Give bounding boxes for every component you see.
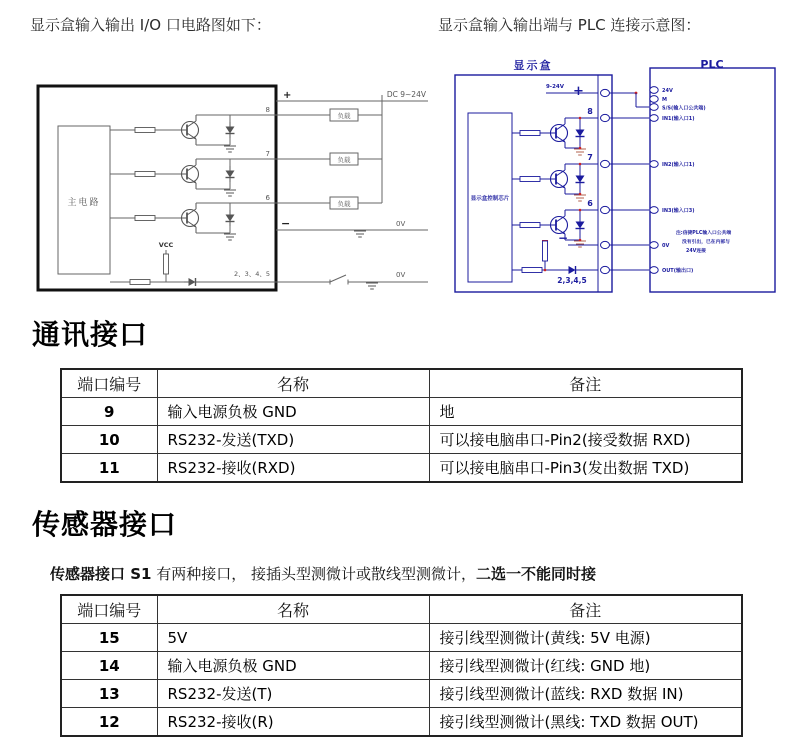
main-circuit-label: 主电路: [67, 198, 101, 208]
zero-volt-label: 0V: [396, 220, 406, 228]
table-row: [61, 398, 742, 426]
port-number: 13: [61, 680, 157, 708]
plc-note-line: 没有引出，已在内部与: [682, 240, 730, 245]
interconnect-wires: [610, 92, 650, 270]
diode-symbol: [576, 125, 585, 141]
pin-8-label: 8: [587, 107, 593, 116]
ground-symbol: [224, 190, 236, 196]
col-header-name: 名称: [157, 369, 429, 398]
port-name: RS232-发送(TXD): [157, 426, 429, 454]
npn-transistor-symbol: [551, 164, 568, 194]
resistor-symbol: [520, 223, 540, 228]
resistor-symbol: [135, 172, 155, 177]
diode-symbol: [226, 122, 235, 138]
sensor-note: [50, 563, 596, 584]
resistor-symbol: [135, 216, 155, 221]
npn-transistor-symbol: [182, 115, 199, 145]
plc-terminal-in1-label: IN1(输入口1): [662, 116, 695, 122]
minus-label: −: [558, 231, 569, 245]
resistor-symbol: [520, 131, 540, 136]
ground-symbol: [224, 146, 236, 152]
ground-symbol: [574, 241, 586, 247]
pin-6-label: 6: [587, 199, 593, 208]
resistor-symbol: [522, 268, 542, 273]
plc-terminal-in2-label: IN2(输入口1): [662, 162, 695, 168]
npn-transistor-symbol: [182, 159, 199, 189]
port-name: RS232-接收(RXD): [157, 454, 429, 483]
sensor-section-heading: 传感器接口: [32, 508, 178, 541]
display-box-title: 显示盒: [513, 59, 553, 72]
io-external-wires: [276, 95, 428, 289]
io-diagram-caption: 显示盒输入输出 I/O 口电路图如下：: [30, 16, 271, 34]
ground-symbol: [574, 195, 586, 201]
comm-section-heading: 通讯接口: [32, 318, 149, 351]
col-header-remark: 备注: [429, 369, 742, 398]
resistor-symbol: [520, 177, 540, 182]
port-number: 15: [61, 624, 157, 652]
resistor-symbol: [164, 254, 169, 274]
port-name: 输入电源负极 GND: [157, 652, 429, 680]
io-circuit-diagram: [30, 78, 430, 306]
port-remark: 接引线型测微计(黄线: 5V 电源): [429, 624, 742, 652]
table-row: [61, 426, 742, 454]
diode-symbol: [184, 278, 200, 286]
plc-note-line: 24V连接: [686, 249, 706, 254]
plc-terminal-in3-label: IN3(输入口3): [662, 208, 695, 214]
resistor-symbol: [130, 280, 150, 285]
supply-label: 9-24V: [545, 84, 564, 90]
plus-label: +: [573, 84, 584, 99]
port-number: 12: [61, 708, 157, 737]
plc-title: PLC: [700, 58, 724, 71]
port-remark: 可以接电脑串口-Pin2(接受数据 RXD): [429, 426, 742, 454]
resistor-symbol: [543, 241, 548, 261]
ground-symbol: [224, 234, 236, 240]
display-box-terminals: [601, 89, 610, 273]
ground-symbol: [354, 231, 366, 237]
port-number: 11: [61, 454, 157, 483]
load-label: 负载: [337, 156, 351, 164]
io-channel-wires: [110, 115, 276, 286]
port-number: 9: [61, 398, 157, 426]
sensor-note-bold-start: 传感器接口 S1: [50, 565, 152, 583]
port-name: 输入电源负极 GND: [157, 398, 429, 426]
minus-label: −: [281, 217, 291, 230]
resistor-symbol: [135, 128, 155, 133]
port-name: RS232-接收(R): [157, 708, 429, 737]
port-number: 14: [61, 652, 157, 680]
plc-box-outline: [650, 68, 775, 292]
plc-terminal-m-label: M: [662, 97, 667, 103]
ground-symbol: [574, 149, 586, 155]
diode-symbol: [576, 171, 585, 187]
pin-7-label: 7: [587, 153, 593, 162]
col-header-remark: 备注: [429, 595, 742, 624]
diode-symbol: [564, 266, 580, 274]
col-header-port: 端口编号: [61, 369, 157, 398]
pin-7-label: 7: [265, 150, 270, 158]
port-remark: 接引线型测微计(蓝线: RXD 数据 IN): [429, 680, 742, 708]
col-header-name: 名称: [157, 595, 429, 624]
npn-transistor-symbol: [182, 203, 199, 233]
plc-terminals: [650, 87, 658, 274]
table-row: [61, 708, 742, 737]
npn-transistor-symbol: [551, 118, 568, 148]
bottom-pins-label: 2,3,4,5: [557, 276, 587, 285]
ground-symbol: [366, 283, 378, 289]
plus-label: +: [283, 90, 292, 101]
port-remark: 接引线型测微计(红线: GND 地): [429, 652, 742, 680]
table-row: [61, 652, 742, 680]
load-label: 负载: [337, 112, 351, 120]
plc-terminal-24v-label: 24V: [662, 88, 673, 94]
dc-supply-label: DC 9~24V: [386, 90, 426, 99]
display-box-border: [38, 86, 276, 290]
pin-8-label: 8: [265, 106, 270, 114]
bottom-pins-label: 2、3、4、5: [233, 270, 270, 278]
sensor-note-middle: 有两种接口， 接插头型测微计或散线型测微计，: [151, 565, 477, 583]
plc-terminal-ss-label: S/S(输入口公共端): [662, 105, 706, 112]
table-row: [61, 680, 742, 708]
comm-ports-table: [60, 368, 743, 483]
diode-symbol: [226, 210, 235, 226]
port-number: 10: [61, 426, 157, 454]
diode-symbol: [576, 217, 585, 233]
sensor-ports-table: [60, 594, 743, 737]
port-remark: 接引线型测微计(黑线: TXD 数据 OUT): [429, 708, 742, 737]
zero-volt-label: 0V: [396, 271, 406, 279]
table-row: [61, 624, 742, 652]
plc-connection-diagram: [440, 55, 790, 305]
table-row: [61, 454, 742, 483]
table-header-row: [61, 595, 742, 624]
table-header-row: [61, 369, 742, 398]
port-name: 5V: [157, 624, 429, 652]
pin-6-label: 6: [265, 194, 270, 202]
port-remark: 可以接电脑串口-Pin3(发出数据 TXD): [429, 454, 742, 483]
port-name: RS232-发送(T): [157, 680, 429, 708]
load-label: 负载: [337, 200, 351, 208]
plc-diagram-caption: 显示盒输入输出端与 PLC 连接示意图：: [438, 16, 701, 34]
display-box-wires: [512, 93, 598, 274]
control-chip-label: 显示盒控制芯片: [470, 196, 510, 202]
diode-symbol: [226, 166, 235, 182]
port-remark: 地: [429, 398, 742, 426]
vcc-label: VCC: [158, 241, 174, 249]
plc-note-line: 注:信捷PLC输入口公共端: [676, 231, 732, 236]
col-header-port: 端口编号: [61, 595, 157, 624]
sensor-note-bold-end: 二选一不能同时接: [476, 565, 597, 583]
plc-terminal-0v-label: 0V: [662, 243, 670, 249]
plc-terminal-out-label: OUT(输出口): [662, 268, 694, 274]
